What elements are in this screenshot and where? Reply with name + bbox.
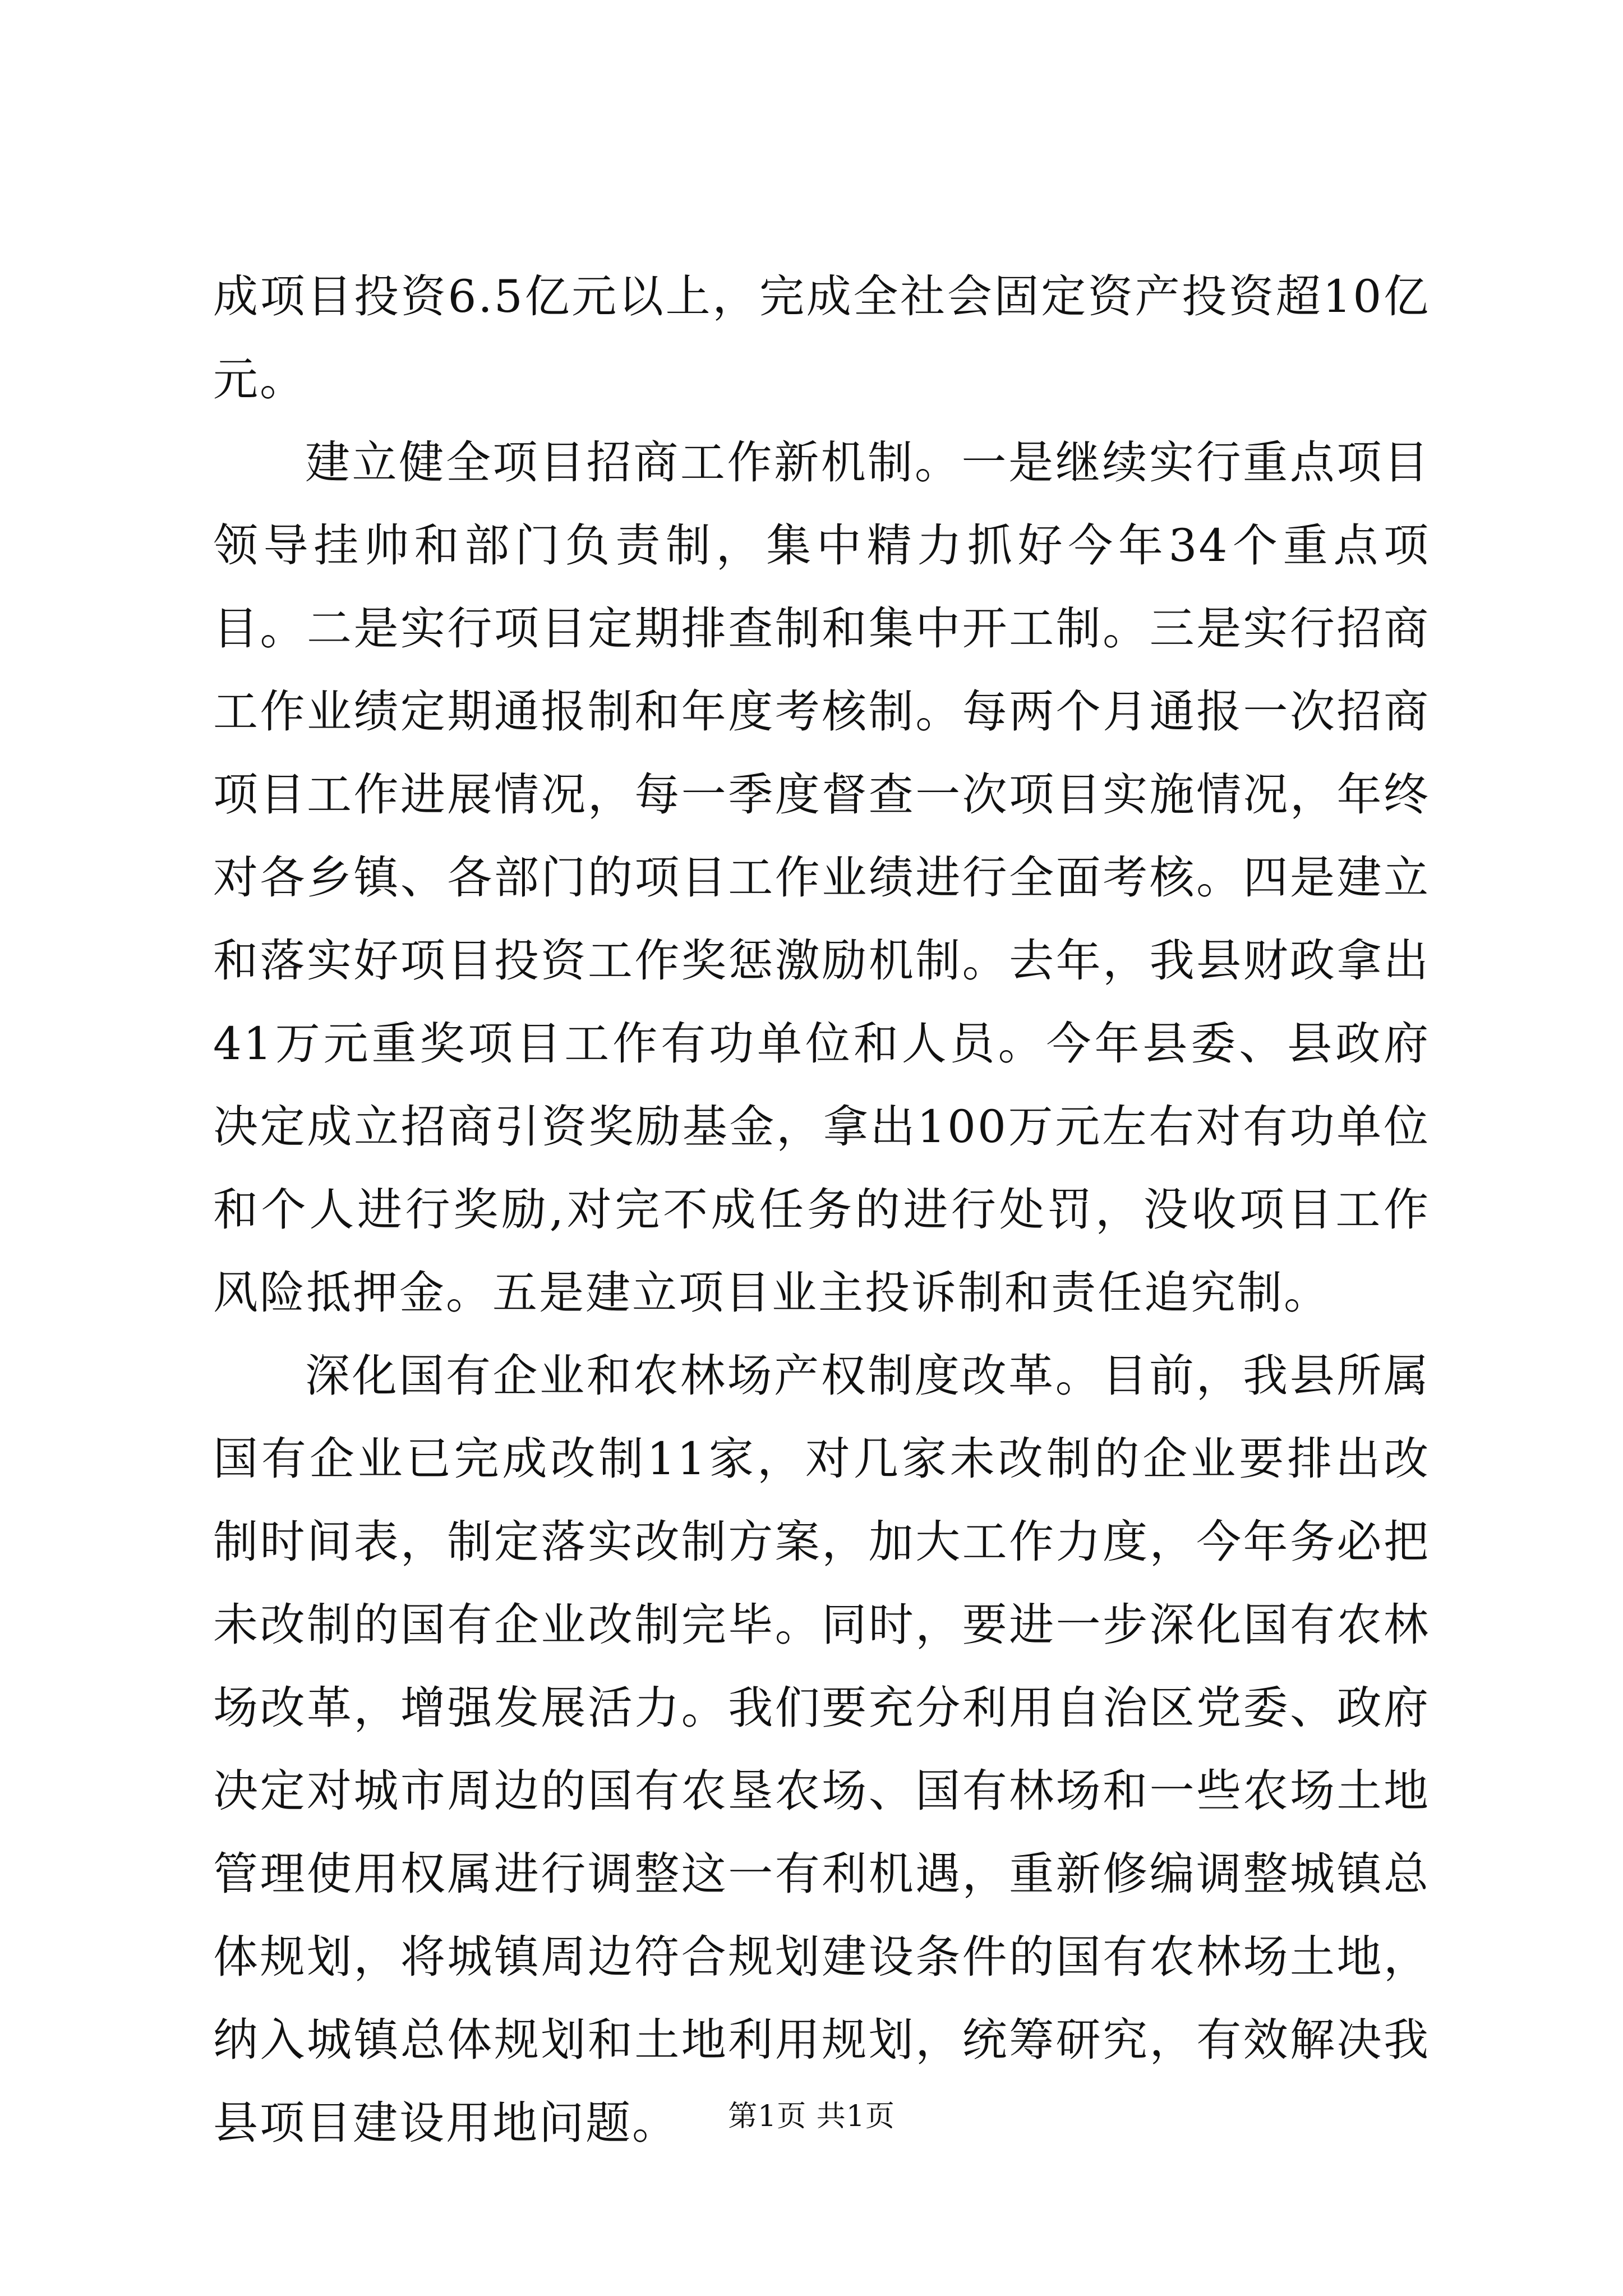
paragraph-continuation: 成项目投资6.5亿元以上，完成全社会固定资产投资超10亿元。	[213, 270, 1430, 406]
page-footer: 第1页 共1页	[728, 2100, 895, 2133]
paragraph-investment-mechanism: 建立健全项目招商工作新机制。一是继续实行重点项目领导挂帅和部门负责制，集中精力抓好今年34个重点项目。二是实行项目定期排查制和集中开工制。三是实行招商工作业绩定期通报制和年度考核制。每两个月通报一次招商项目工作进展情况，每一季度督查一次项目实施情况，年终对各乡镇、各部门的项目工作业绩进行全面考核。四是建立和落实好项目投资工作奖惩激励机制。去年，我县财政拿出41万元重奖项目工作有功单位和人员。今年县委、县政府决定成立招商引资奖励基金，拿出100万元左右对有功单位和个人进行奖励,对完不成任务的进行处罚，没收项目工作风险抵押金。五是建立项目业主投诉制和责任追究制。	[213, 436, 1430, 1319]
document-body	[213, 255, 1430, 2165]
paragraph-state-enterprise-reform: 深化国有企业和农林场产权制度改革。目前，我县所属国有企业已完成改制11家，对几家未改制的企业要排出改制时间表，制定落实改制方案，加大工作力度，今年务必把未改制的国有企业改制完毕。同时，要进一步深化国有农林场改革，增强发展活力。我们要充分利用自治区党委、政府决定对城市周边的国有农垦农场、国有林场和一些农场土地管理使用权属进行调整这一有利机遇，重新修编调整城镇总体规划，将城镇周边符合规划建设条件的国有农林场土地，纳入城镇总体规划和土地利用规划，统筹研究，有效解决我县项目建设用地问题。	[213, 1350, 1430, 2149]
